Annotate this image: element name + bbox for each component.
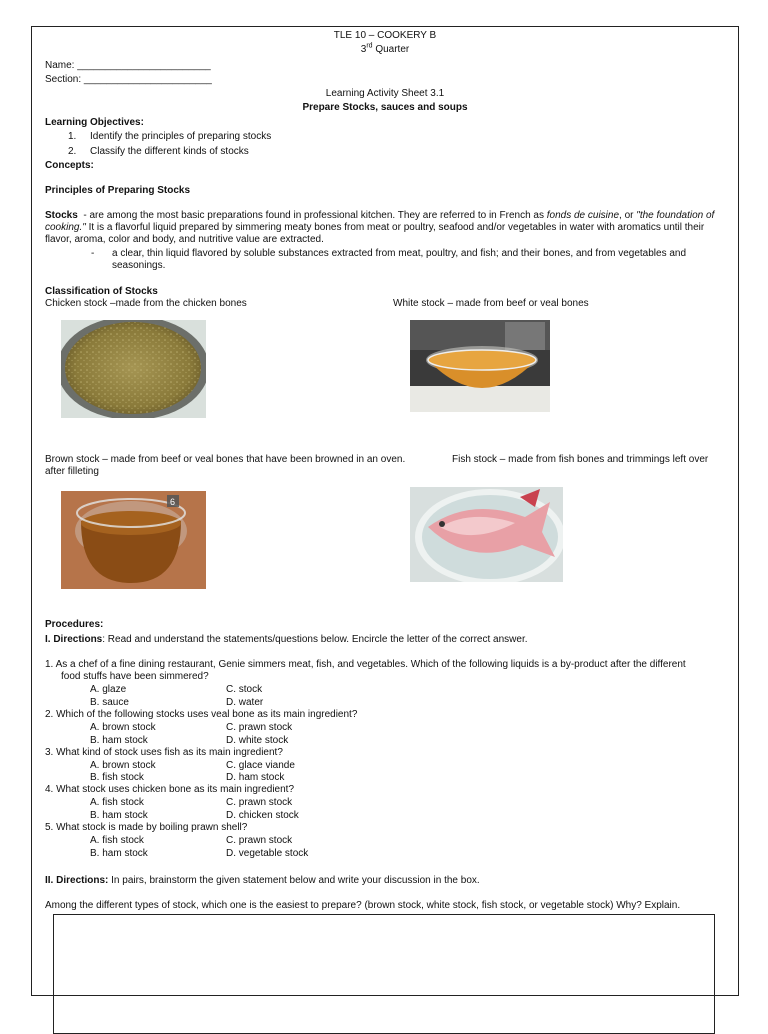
quarter-number: 3 xyxy=(360,44,367,55)
objective-number: 2. xyxy=(68,146,77,157)
answer-option[interactable]: C. prawn stock xyxy=(226,722,293,733)
white-stock-image xyxy=(410,320,550,412)
answer-option[interactable]: A. glaze xyxy=(90,684,127,695)
answer-option[interactable]: B. ham stock xyxy=(90,810,148,821)
question-text: 2. Which of the following stocks uses veal bone as its main ingredient? xyxy=(45,709,358,720)
concepts-heading: Concepts: xyxy=(45,160,94,171)
answer-option[interactable]: D. vegetable stock xyxy=(226,848,309,859)
answer-option[interactable]: C. stock xyxy=(226,684,263,695)
answer-option[interactable]: B. ham stock xyxy=(90,735,148,746)
foundation-phrase: "the foundation of cooking." xyxy=(45,210,715,233)
course-title: TLE 10 – COOKERY B xyxy=(333,30,437,41)
answer-option[interactable]: D. chicken stock xyxy=(226,810,299,821)
directions-two-text: In pairs, brainstorm the given statement below and write your discussion in the box. xyxy=(108,875,480,886)
definition-part: , or xyxy=(619,210,637,221)
directions-one xyxy=(45,634,528,646)
objective-number: 1. xyxy=(68,131,77,142)
definition-part: - are among the most basic preparations found in professional kitchen. They are referred to in French as xyxy=(77,210,547,221)
sheet-subtitle: Prepare Stocks, sauces and soups xyxy=(302,102,468,113)
french-term: fonds de cuisine xyxy=(546,210,620,221)
question-text-continued: food stuffs have been simmered? xyxy=(61,671,209,682)
answer-box[interactable] xyxy=(53,914,715,1034)
answer-option[interactable]: D. white stock xyxy=(226,735,289,746)
stocks-definition xyxy=(45,210,717,246)
answer-option[interactable]: A. fish stock xyxy=(90,797,144,808)
directions-one-text: : Read and understand the statements/questions below. Encircle the letter of the correct answer. xyxy=(102,634,528,645)
answer-option[interactable]: C. glace viande xyxy=(226,760,295,771)
stocks-term: Stocks xyxy=(45,210,78,221)
quarter-suffix: rd xyxy=(366,42,373,50)
bullet-text: a clear, thin liquid flavored by soluble substances extracted from meat, poultry, and fish; and their bones, and from vegetables and seasonings. xyxy=(112,248,687,271)
answer-option[interactable]: A. brown stock xyxy=(90,722,156,733)
answer-option[interactable]: B. fish stock xyxy=(90,772,144,783)
directions-two-label: II. Directions: xyxy=(45,875,109,886)
sheet-title: Learning Activity Sheet 3.1 xyxy=(325,88,445,99)
white-stock-photo xyxy=(410,320,550,412)
fish-stock-photo xyxy=(410,487,563,582)
answer-option[interactable]: C. prawn stock xyxy=(226,797,293,808)
chicken-stock-photo xyxy=(61,320,206,418)
objective-text: Classify the different kinds of stocks xyxy=(90,146,249,157)
procedures-heading: Procedures: xyxy=(45,619,104,630)
answer-option[interactable]: D. water xyxy=(226,697,264,708)
quarter-label xyxy=(31,44,739,56)
fish-stock-caption: Fish stock – made from fish bones and trimmings left over xyxy=(452,454,709,465)
section-field[interactable]: Section: _______________________ xyxy=(45,74,212,85)
question-text: 3. What kind of stock uses fish as its main ingredient? xyxy=(45,747,283,758)
chicken-stock-caption: Chicken stock –made from the chicken bones xyxy=(45,298,247,309)
principles-heading: Principles of Preparing Stocks xyxy=(45,185,191,196)
photo-badge: 6 xyxy=(170,497,176,507)
definition-part: It is a flavorful liquid prepared by simmering meaty bones from meat or poultry, seafood and/or vegetables in water with aromatics until their flavor, aroma, color and body, and nutritive value are extracted. xyxy=(45,222,705,245)
brown-stock-image xyxy=(61,491,206,589)
directions-one-label: I. Directions xyxy=(45,634,103,645)
brown-stock-photo xyxy=(61,491,206,589)
answer-option[interactable]: A. brown stock xyxy=(90,760,156,771)
fish-stock-caption-continued: after filleting xyxy=(45,466,99,477)
question-text: 4. What stock uses chicken bone as its main ingredient? xyxy=(45,784,295,795)
quarter-word: Quarter xyxy=(375,44,410,55)
bullet-dash: - xyxy=(91,248,95,259)
white-stock-caption: White stock – made from beef or veal bones xyxy=(393,298,589,309)
fish-stock-image xyxy=(410,487,563,582)
name-field[interactable]: Name: ________________________ xyxy=(45,60,211,71)
essay-prompt: Among the different types of stock, which one is the easiest to prepare? (brown stock, white stock, fish stock, or vegetable stock) Why? Explain. xyxy=(45,900,681,911)
answer-option[interactable]: B. ham stock xyxy=(90,848,148,859)
answer-option[interactable]: B. sauce xyxy=(90,697,129,708)
question-text: 1. As a chef of a fine dining restaurant, Genie simmers meat, fish, and vegetables. Which of the following liquids is a by-product after the different xyxy=(45,659,686,670)
answer-option[interactable]: C. prawn stock xyxy=(226,835,293,846)
answer-option[interactable]: D. ham stock xyxy=(226,772,285,783)
answer-option[interactable]: A. fish stock xyxy=(90,835,144,846)
classification-heading: Classification of Stocks xyxy=(45,286,158,297)
objectives-heading: Learning Objectives: xyxy=(45,117,144,128)
brown-stock-caption: Brown stock – made from beef or veal bones that have been browned in an oven. xyxy=(45,454,406,465)
question-text: 5. What stock is made by boiling prawn shell? xyxy=(45,822,248,833)
objective-text: Identify the principles of preparing stocks xyxy=(90,131,272,142)
chicken-stock-image xyxy=(61,320,206,418)
directions-two xyxy=(45,875,480,887)
